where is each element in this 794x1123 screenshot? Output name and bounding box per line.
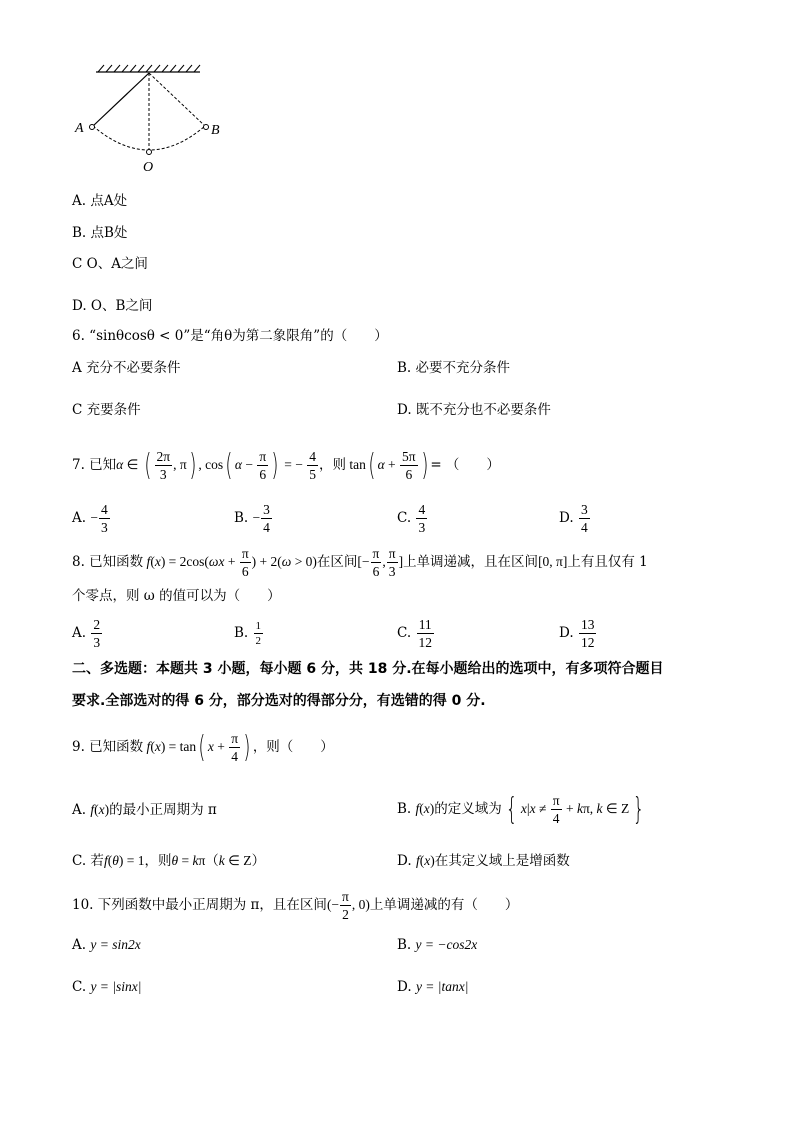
q8-stem: 8. 已知函数 f(x) = 2cos(ωx + $\frac{\pi}{6}$ ) + 2(ω > 0)在区间[− $\frac{\pi}{6}$ , $\frac{\pi}{3}$ ]上单调递减，且在区间[0, π]上有且仅有 1 xyxy=(72,546,648,579)
q5-option-b: B. 点B处 xyxy=(72,225,128,241)
q10-option-b: B. y = −cos2x xyxy=(397,937,478,953)
label-o: O xyxy=(143,160,154,175)
q5-option-d: D. O、B之间 xyxy=(72,298,153,314)
q8-option-a: A. $\frac{2}{3}$ xyxy=(72,617,101,650)
q6-option-c: C 充要条件 xyxy=(72,402,141,418)
q9-option-c: C. 若f(θ) = 1，则θ = kπ（k ∈ Z） xyxy=(72,853,266,869)
q6-stem: 6. “sinθcosθ < 0”是“角θ为第二象限角”的（ ） xyxy=(72,328,388,344)
section2-heading-line2: 要求.全部选对的得 6 分，部分选对的得部分分，有选错的得 0 分. xyxy=(72,693,486,709)
q7-stem: 7. 已知α ∈ ( $\frac{2\pi}{3}$ , π) , cos( α − $\frac{\pi}{6}$ ) = − $\frac{4}{5}$ ，则 tan( α + $\frac{5\pi}{6}$ ) = （ ） xyxy=(72,447,500,483)
q6-option-a: A 充分不必要条件 xyxy=(72,360,181,376)
section2-heading-line1: 二、多选题：本题共 3 小题，每小题 6 分，共 18 分.在每小题给出的选项中，有多项符合题目 xyxy=(72,661,664,677)
q9-stem: 9. 已知函数 f(x) = tan( x + $\frac{\pi}{4}$ ) ，则（ ） xyxy=(72,729,334,765)
q7-option-a: A. − $\frac{4}{3}$ xyxy=(72,502,108,535)
q6-option-b: B. 必要不充分条件 xyxy=(397,360,511,376)
q10-stem: 10. 下列函数中最小正周期为 π，且在区间(− $\frac{\pi}{2}$ , 0)上单调递减的有（ ） xyxy=(72,889,519,922)
q10-option-c: C. y = |sinx| xyxy=(72,979,142,995)
q7-option-c: C. $\frac{4}{3}$ xyxy=(397,502,426,535)
q9-option-d: D. f(x)在其定义域上是增函数 xyxy=(397,853,570,869)
q6-option-d: D. 既不充分也不必要条件 xyxy=(397,402,551,418)
q10-option-a: A. y = sin2x xyxy=(72,937,141,953)
q8-option-c: C. $\frac{11}{12}$ xyxy=(397,617,432,650)
q8-option-d: D. $\frac{13}{12}$ xyxy=(559,617,595,650)
q5-option-a: A. 点A处 xyxy=(72,193,128,209)
q7-option-d: D. $\frac{3}{4}$ xyxy=(559,502,588,535)
pendulum-figure xyxy=(70,62,240,177)
q8-option-b: B. $\frac{1}{2}$ xyxy=(234,620,262,647)
q5-option-c: C O、A之间 xyxy=(72,256,148,272)
q9-option-b: B. f(x)的定义域为 { x|x ≠ $\frac{\pi}{4}$ + kπ, k ∈ Z } xyxy=(397,791,645,827)
q8-line2: 个零点，则 ω 的值可以为（ ） xyxy=(72,588,281,604)
label-a: A xyxy=(75,121,84,136)
q7-option-b: B. − $\frac{3}{4}$ xyxy=(234,502,270,535)
label-b: B xyxy=(211,123,220,138)
q9-option-a: A. f(x)的最小正周期为 π xyxy=(72,802,217,818)
q10-option-d: D. y = |tanx| xyxy=(397,979,469,995)
